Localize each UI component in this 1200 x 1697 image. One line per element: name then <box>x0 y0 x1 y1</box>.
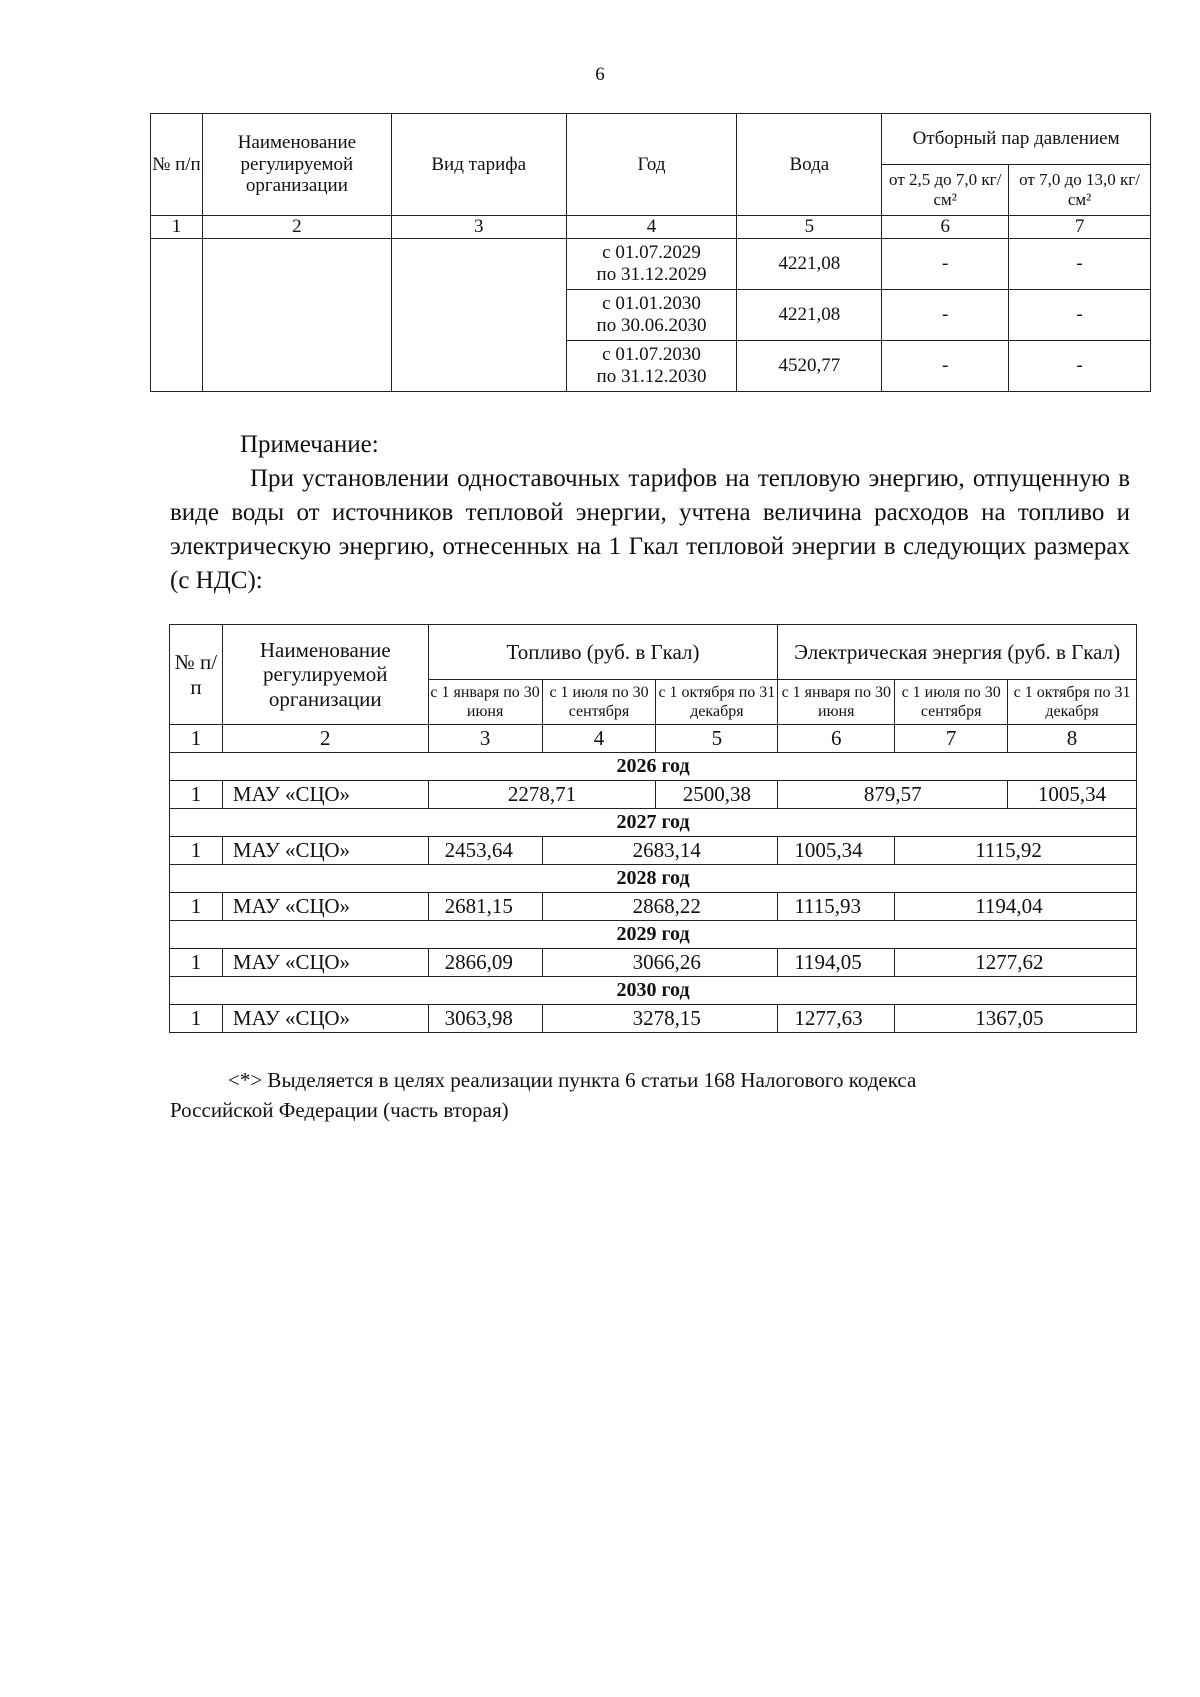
page-number: 6 <box>595 64 605 85</box>
col-number: 4 <box>542 725 656 753</box>
col-number: 5 <box>656 725 778 753</box>
col-number: 2 <box>202 216 391 239</box>
col-number: 4 <box>566 216 737 239</box>
steam-a-value: - <box>882 341 1009 392</box>
footnote-line-2: Российской Федерации (часть вторая) <box>170 1098 509 1122</box>
table-row <box>170 893 1137 921</box>
table-row <box>151 239 1151 290</box>
header-tariff: Вид тарифа <box>391 114 566 216</box>
header-elec: Электрическая энергия (руб. в Гкал) <box>778 625 1137 680</box>
org-name: МАУ «СЦО» <box>222 893 428 921</box>
header-num: № п/п <box>151 114 203 216</box>
footnote-line-1: <*> Выделяется в целях реализации пункта 6 статьи 168 Налогового кодекса <box>228 1068 917 1092</box>
water-value: 4520,77 <box>737 341 882 392</box>
col-number: 6 <box>882 216 1009 239</box>
header-water: Вода <box>737 114 882 216</box>
row-number: 1 <box>170 893 223 921</box>
row-number: 1 <box>170 1005 223 1033</box>
year-heading: 2029 год <box>170 921 1137 949</box>
steam-a-value: - <box>882 290 1009 341</box>
fuel-value: 2500,38 <box>656 781 778 809</box>
col-number: 1 <box>151 216 203 239</box>
elec-value: 1277,63 <box>778 1005 895 1033</box>
col-number: 3 <box>428 725 542 753</box>
steam-b-value: - <box>1009 290 1151 341</box>
col-number: 7 <box>1009 216 1151 239</box>
year-heading: 2026 год <box>170 753 1137 781</box>
empty-cell <box>151 239 203 392</box>
note-title: Примечание: <box>240 431 379 458</box>
header-period-2: с 1 июля по 30 сентября <box>895 680 1008 725</box>
fuel-value: 3066,26 <box>542 949 778 977</box>
col-number: 8 <box>1008 725 1137 753</box>
elec-value: 1115,93 <box>778 893 895 921</box>
elec-value: 1194,04 <box>895 893 1137 921</box>
elec-value: 1277,62 <box>895 949 1137 977</box>
col-number: 3 <box>391 216 566 239</box>
empty-cell <box>202 239 391 392</box>
fuel-value: 2683,14 <box>542 837 778 865</box>
fuel-value: 2868,22 <box>542 893 778 921</box>
period-cell: с 01.07.2029 по 31.12.2029 <box>566 239 737 290</box>
tariff-table <box>150 113 1151 392</box>
col-number: 7 <box>895 725 1008 753</box>
fuel-value: 2866,09 <box>428 949 542 977</box>
row-number: 1 <box>170 781 223 809</box>
org-name: МАУ «СЦО» <box>222 837 428 865</box>
header-period-2: с 1 июля по 30 сентября <box>542 680 656 725</box>
year-heading: 2030 год <box>170 977 1137 1005</box>
header-period-1: с 1 января по 30 июня <box>428 680 542 725</box>
header-fuel: Топливо (руб. в Гкал) <box>428 625 778 680</box>
elec-value: 1005,34 <box>1008 781 1137 809</box>
header-steam-b: от 7,0 до 13,0 кг/см² <box>1009 165 1151 216</box>
org-name: МАУ «СЦО» <box>222 949 428 977</box>
header-period-3: с 1 октября по 31 декабря <box>656 680 778 725</box>
elec-value: 1115,92 <box>895 837 1137 865</box>
header-year: Год <box>566 114 737 216</box>
note-body: При установлении одноставочных тарифов на тепловую энергию, отпущенную в виде воды от источников тепловой энергии, учтена величина расходов на топливо и электрическую энергию, отнесенных на 1 Гкал тепловой энергии в следующих размерах (с НДС): <box>170 465 1130 594</box>
header-period-3: с 1 октября по 31 декабря <box>1008 680 1137 725</box>
col-number: 5 <box>737 216 882 239</box>
table-row <box>170 781 1137 809</box>
fuel-value: 3063,98 <box>428 1005 542 1033</box>
period-cell: с 01.07.2030 по 31.12.2030 <box>566 341 737 392</box>
fuel-value: 2453,64 <box>428 837 542 865</box>
elec-value: 879,57 <box>778 781 1008 809</box>
table-row <box>170 949 1137 977</box>
water-value: 4221,08 <box>737 239 882 290</box>
col-number: 6 <box>778 725 895 753</box>
steam-b-value: - <box>1009 341 1151 392</box>
header-steam: Отборный пар давлением <box>882 114 1151 165</box>
year-heading: 2027 год <box>170 809 1137 837</box>
col-number: 2 <box>222 725 428 753</box>
header-org: Наименование регулируемой организации <box>202 114 391 216</box>
empty-cell <box>391 239 566 392</box>
header-period-1: с 1 января по 30 июня <box>778 680 895 725</box>
steam-a-value: - <box>882 239 1009 290</box>
header-org: Наименование регулируемой организации <box>222 625 428 725</box>
col-number: 1 <box>170 725 223 753</box>
table-row <box>170 837 1137 865</box>
water-value: 4221,08 <box>737 290 882 341</box>
elec-value: 1367,05 <box>895 1005 1137 1033</box>
header-steam-a: от 2,5 до 7,0 кг/см² <box>882 165 1009 216</box>
org-name: МАУ «СЦО» <box>222 781 428 809</box>
fuel-energy-table <box>169 624 1137 1033</box>
period-cell: с 01.01.2030 по 30.06.2030 <box>566 290 737 341</box>
fuel-value: 2278,71 <box>428 781 656 809</box>
fuel-value: 3278,15 <box>542 1005 778 1033</box>
elec-value: 1005,34 <box>778 837 895 865</box>
table-row <box>170 1005 1137 1033</box>
year-heading: 2028 год <box>170 865 1137 893</box>
row-number: 1 <box>170 949 223 977</box>
header-num: № п/п <box>170 625 223 725</box>
steam-b-value: - <box>1009 239 1151 290</box>
fuel-value: 2681,15 <box>428 893 542 921</box>
row-number: 1 <box>170 837 223 865</box>
org-name: МАУ «СЦО» <box>222 1005 428 1033</box>
elec-value: 1194,05 <box>778 949 895 977</box>
